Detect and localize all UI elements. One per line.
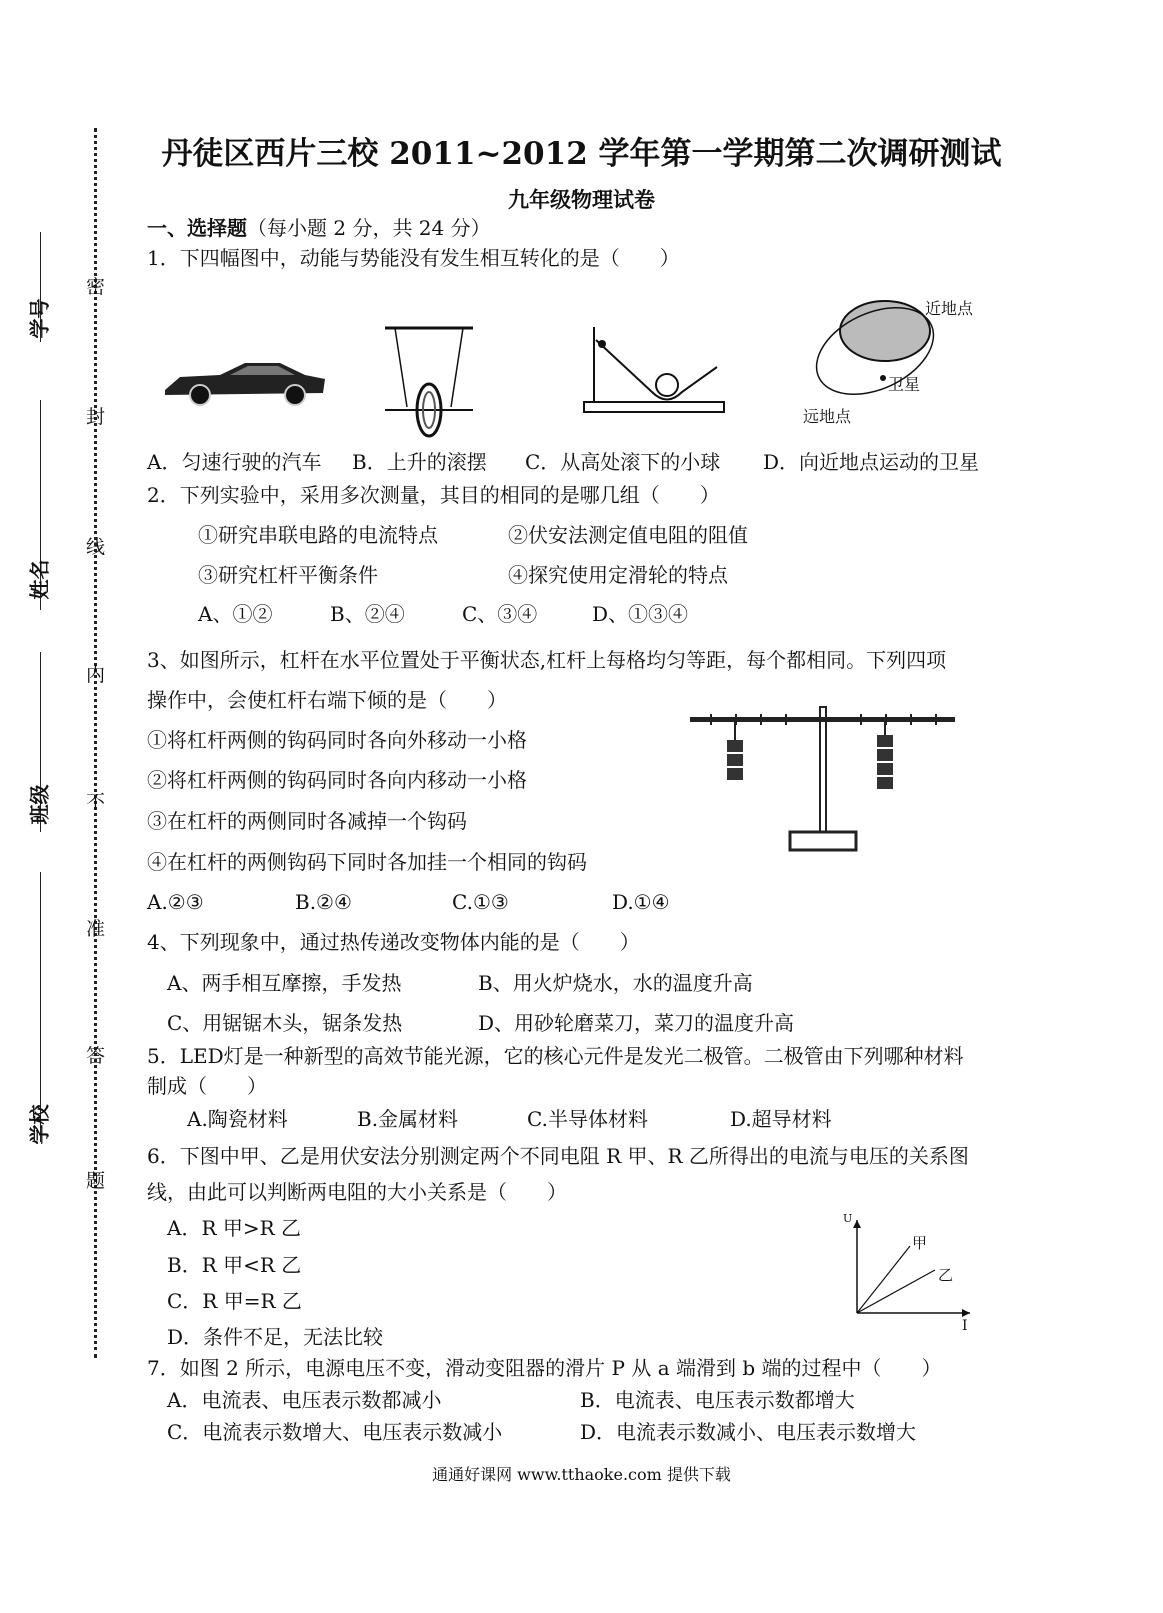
graph-x-axis-label: I [962, 1318, 968, 1334]
q3-stem-line1: 3、如图所示，杠杆在水平位置处于平衡状态,杠杆上每格均匀等距，每个都相同。下列四项 [147, 648, 947, 672]
q2-option-b[interactable]: B、②④ [330, 602, 405, 626]
q3-item-1: ①将杠杆两侧的钩码同时各向外移动一小格 [147, 728, 527, 752]
q3-option-a[interactable]: A.②③ [147, 890, 204, 914]
q3-option-b[interactable]: B.②④ [295, 890, 352, 914]
q2-item-1: ①研究串联电路的电流特点 [198, 523, 438, 547]
seal-char: 封 [86, 406, 106, 428]
q1-option-a[interactable]: A．匀速行驶的汽车 [147, 450, 322, 474]
school-line[interactable] [40, 872, 41, 1142]
q5-option-b[interactable]: B.金属材料 [357, 1107, 459, 1131]
seal-char: 线 [86, 536, 106, 558]
graph-y-axis-label: U [843, 1212, 853, 1225]
q3-item-4: ④在杠杆的两侧钩码下同时各加挂一个相同的钩码 [147, 850, 587, 874]
q4-option-a[interactable]: A、两手相互摩擦，手发热 [167, 971, 402, 995]
q5-option-c[interactable]: C.半导体材料 [527, 1107, 648, 1131]
q5-stem-line2: 制成（ ） [147, 1074, 267, 1098]
q3-item-3: ③在杠杆的两侧同时各减掉一个钩码 [147, 809, 467, 833]
seal-char: 准 [86, 918, 106, 940]
q2-option-a[interactable]: A、①② [198, 602, 273, 626]
section-note: （每小题 2 分，共 24 分） [247, 216, 491, 240]
ramp-ball-figure [582, 322, 727, 422]
q7-option-b[interactable]: B．电流表、电压表示数都增大 [580, 1388, 855, 1412]
seal-char: 答 [86, 1045, 106, 1067]
q6-stem-line1: 6．下图中甲、乙是用伏安法分别测定两个不同电阻 R 甲、R 乙所得出的电流与电压的关系图 [147, 1144, 969, 1168]
q7-stem: 7．如图 2 所示，电源电压不变，滑动变阻器的滑片 P 从 a 端滑到 b 端的过程中（ ） [147, 1356, 942, 1380]
q7-option-d[interactable]: D．电流表示数减小、电压表示数增大 [580, 1420, 917, 1444]
name-label: 姓名 [27, 559, 52, 600]
q4-option-c[interactable]: C、用锯锯木头，锯条发热 [167, 1011, 403, 1035]
page-title: 丹徒区西片三校 2011~2012 学年第一学期第二次调研测试 [161, 136, 1002, 172]
q6-option-c[interactable]: C．R 甲=R 乙 [167, 1289, 302, 1313]
seal-char: 不 [86, 791, 106, 813]
lever-figure [690, 705, 958, 853]
satellite-label: 卫星 [888, 375, 921, 394]
q6-stem-line2: 线，由此可以判断两电阻的大小关系是（ ） [147, 1180, 567, 1204]
q6-option-d[interactable]: D．条件不足，无法比较 [167, 1325, 384, 1349]
q5-option-a[interactable]: A.陶瓷材料 [187, 1107, 288, 1131]
seal-char: 密 [86, 276, 106, 298]
q1-option-c[interactable]: C．从高处滚下的小球 [525, 450, 721, 474]
q3-item-2: ②将杠杆两侧的钩码同时各向内移动一小格 [147, 768, 527, 792]
car-figure [160, 355, 330, 410]
q5-option-d[interactable]: D.超导材料 [730, 1107, 832, 1131]
q2-item-4: ④探究使用定滑轮的特点 [508, 563, 728, 587]
far-point-label: 远地点 [803, 407, 852, 426]
near-point-label: 近地点 [925, 299, 974, 318]
seal-char: 内 [86, 664, 106, 686]
q5-stem-line1: 5．LED灯是一种新型的高效节能光源，它的核心元件是发光二极管。二极管由下列哪种材料 [147, 1044, 964, 1068]
graph-line-jia-label: 甲 [912, 1234, 928, 1252]
q1-stem: 1．下四幅图中，动能与势能没有发生相互转化的是（ ） [147, 246, 680, 270]
q2-item-2: ②伏安法测定值电阻的阻值 [508, 523, 748, 547]
section-heading [147, 216, 491, 240]
q3-option-d[interactable]: D.①④ [612, 890, 670, 914]
q1-option-d[interactable]: D．向近地点运动的卫星 [763, 450, 980, 474]
page-footer: 通通好课网 www.tthaoke.com 提供下载 [432, 1465, 731, 1484]
q2-stem: 2．下列实验中，采用多次测量，其目的相同的是哪几组（ ） [147, 483, 720, 507]
student-id-label: 学号 [27, 298, 52, 339]
q3-stem-line2: 操作中，会使杠杆右端下倾的是（ ） [147, 688, 507, 712]
q7-option-a[interactable]: A．电流表、电压表示数都减小 [167, 1388, 442, 1412]
q2-option-c[interactable]: C、③④ [462, 602, 538, 626]
q2-item-3: ③研究杠杆平衡条件 [198, 563, 378, 587]
q4-option-d[interactable]: D、用砂轮磨菜刀，菜刀的温度升高 [478, 1011, 795, 1035]
q6-option-a[interactable]: A．R 甲>R 乙 [167, 1216, 302, 1240]
graph-line-yi-label: 乙 [938, 1266, 954, 1284]
q4-option-b[interactable]: B、用火炉烧水，水的温度升高 [478, 971, 753, 995]
class-label: 班级 [27, 784, 52, 825]
section-title: 一、选择题 [147, 216, 247, 240]
school-label: 学校 [27, 1104, 52, 1145]
maxwell-wheel-figure [385, 322, 475, 437]
q4-stem: 4、下列现象中，通过热传递改变物体内能的是（ ） [147, 930, 640, 954]
page-subtitle: 九年级物理试卷 [508, 187, 655, 212]
q3-option-c[interactable]: C.①③ [452, 890, 509, 914]
q1-option-b[interactable]: B．上升的滚摆 [352, 450, 487, 474]
seal-char: 题 [86, 1170, 106, 1192]
q2-option-d[interactable]: D、①③④ [592, 602, 689, 626]
q7-option-c[interactable]: C．电流表示数增大、电压表示数减小 [167, 1420, 503, 1444]
q6-option-b[interactable]: B．R 甲<R 乙 [167, 1253, 302, 1277]
